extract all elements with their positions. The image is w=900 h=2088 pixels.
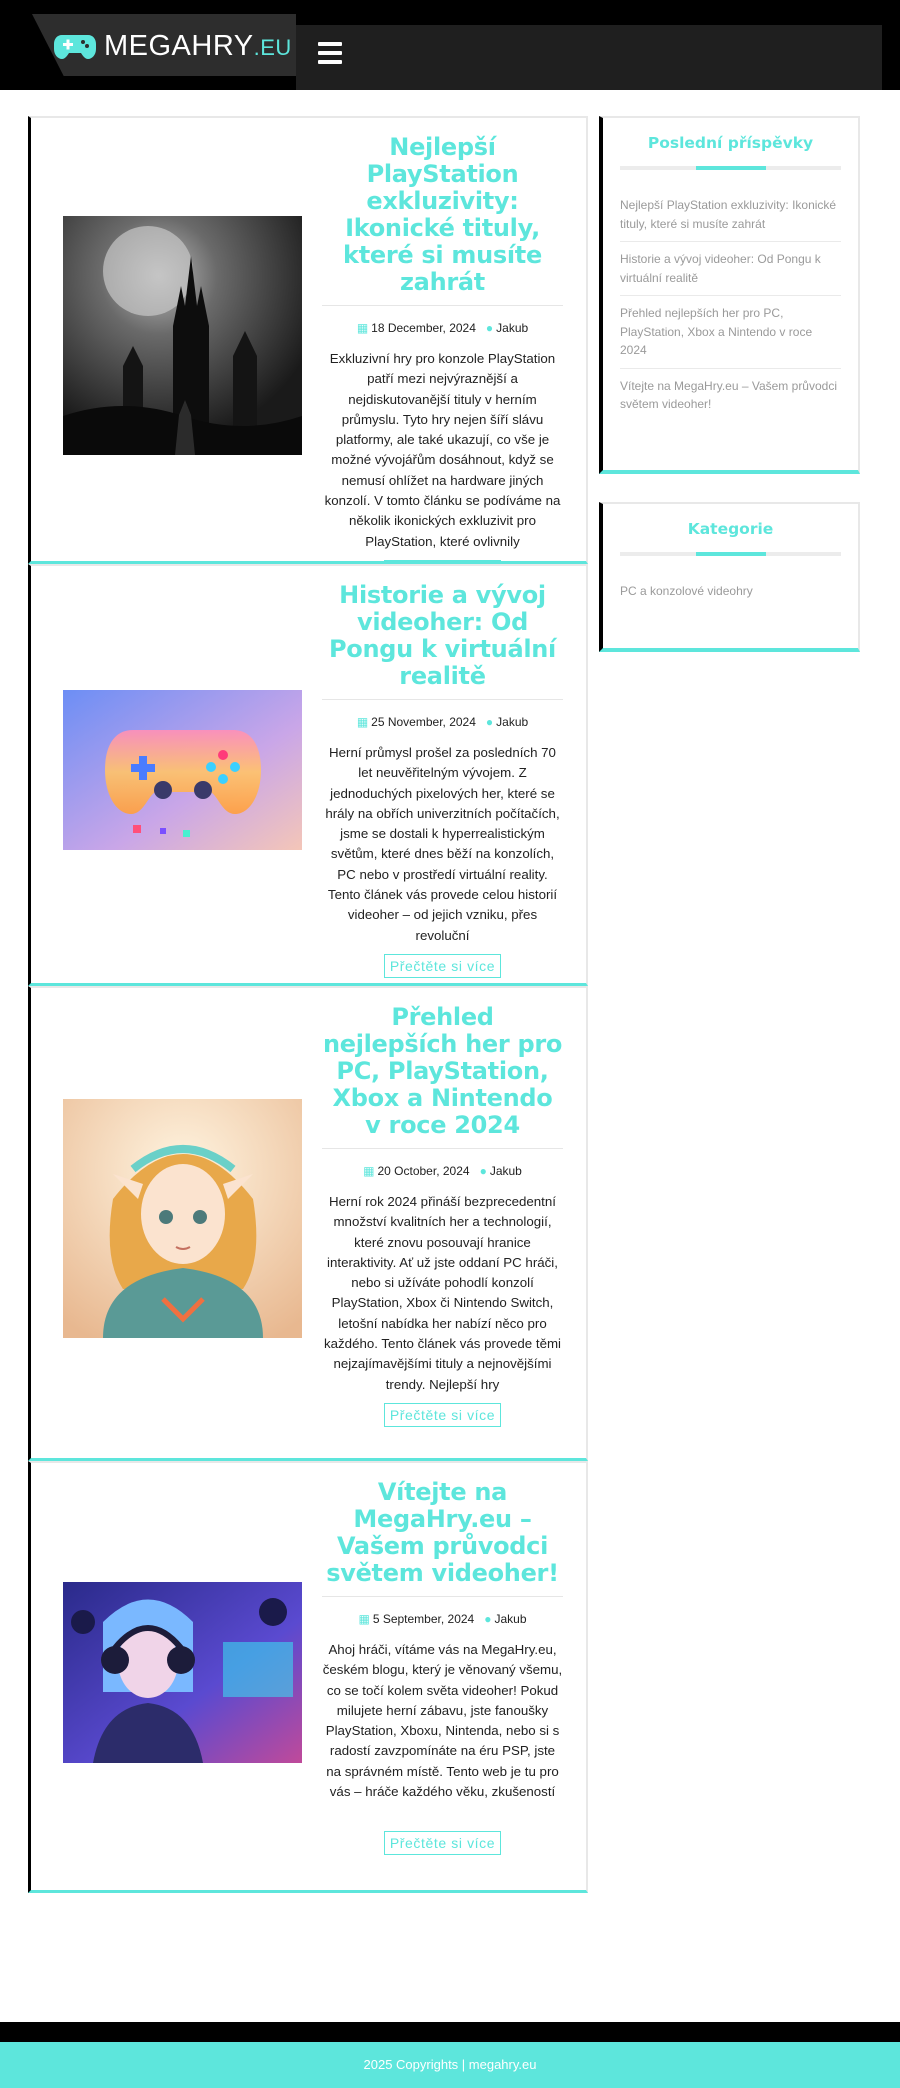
post-date [358, 1612, 474, 1626]
post-meta [322, 1164, 563, 1178]
post-title[interactable]: Vítejte na MegaHry.eu – Vašem průvodci světem videoher! [326, 1478, 559, 1587]
user-icon: ● [479, 1164, 487, 1178]
logo-main-text: MEGAHRY [104, 30, 254, 62]
read-more-button[interactable]: Přečtěte si více [384, 1831, 501, 1855]
post-author[interactable] [486, 321, 528, 335]
recent-post-link[interactable]: Historie a vývoj videoher: Od Pongu k virtuální realitě [620, 242, 841, 296]
post-content [322, 1004, 563, 1427]
divider [322, 1148, 563, 1149]
post-author-text: Jakub [494, 1612, 527, 1626]
category-link[interactable]: PC a konzolové videohry [620, 584, 753, 598]
calendar-icon: ▦ [356, 715, 369, 729]
calendar-icon: ▦ [358, 1612, 370, 1626]
post-meta [322, 1612, 563, 1626]
post-card [28, 116, 588, 564]
recent-post-link[interactable]: Vítejte na MegaHry.eu – Vašem průvodci světem videoher! [620, 378, 837, 411]
recent-posts-widget [599, 116, 860, 474]
widget-divider [620, 552, 841, 556]
elf-girl-image [63, 1099, 302, 1338]
post-card [28, 986, 588, 1461]
gamer-girl-headphones-image [63, 1582, 302, 1763]
post-title[interactable]: Přehled nejlepších her pro PC, PlayStation, Xbox a Nintendo v roce 2024 [322, 1003, 563, 1139]
copyright-text: 2025 Copyrights | megahry.eu [363, 2057, 537, 2072]
post-author[interactable] [480, 1164, 522, 1178]
navigation-bar [296, 25, 882, 90]
user-icon: ● [485, 321, 494, 335]
post-image[interactable] [63, 1582, 302, 1763]
site-logo[interactable] [104, 30, 292, 63]
post-author-text: Jakub [496, 321, 529, 335]
widget-divider [620, 166, 841, 170]
post-image[interactable] [63, 1099, 302, 1338]
recent-posts-list [620, 188, 841, 422]
post-excerpt: Herní rok 2024 přináší bezprecedentní množství kvalitních her a technologií, které znovu posouvají hranice interaktivity. Ať už jste oddaní PC hráči, nebo si užíváte pohodlí konzolí PlayStation, Xbox či Nintendo Switch, letošní nabídka her nabízí něco pro každého. Tento článek vás provede těmi nejzajímavějšími tituly a nejnovějšími trendy. Nejlepší hry [323, 1194, 562, 1392]
post-meta [322, 321, 563, 335]
divider [322, 1596, 563, 1597]
recent-post-link[interactable]: Nejlepší PlayStation exkluzivity: Ikonické tituly, které si musíte zahrát [620, 188, 841, 242]
site-header [0, 0, 900, 90]
site-footer [0, 2042, 900, 2088]
logo-suffix-text: .EU [253, 35, 292, 60]
footer-top-bar [0, 2022, 900, 2042]
categories-widget [599, 502, 860, 652]
post-date-text: 18 December, 2024 [371, 321, 476, 335]
post-content [322, 1479, 563, 1855]
calendar-icon: ▦ [363, 1164, 375, 1178]
post-excerpt: Ahoj hráči, vítáme vás na MegaHry.eu, českém blogu, který je věnovaný všemu, co se točí kolem světa videoher! Pokud milujete herní zábavu, jste fanoušky PlayStation, Xboxu, Nintenda, nebo si s radostí zavzpomínáte na éru PSP, jste na správném místě. Tento web je tu pro vás – hráče každého věku, zkušeností [322, 1642, 563, 1800]
post-date-text: 20 October, 2024 [377, 1164, 470, 1178]
post-author-text: Jakub [489, 1164, 522, 1178]
calendar-icon: ▦ [356, 321, 369, 335]
post-author-text: Jakub [496, 715, 529, 729]
gamepad-image [63, 690, 302, 850]
posts-column [28, 116, 588, 1893]
post-excerpt: Exkluzivní hry pro konzole PlayStation patří mezi nejvýraznější a nejdiskutovanější tituly v herním průmyslu. Tyto hry nejen šíří slávu platformy, ale také ukazují, co vše je možné vývojářům dosáhnout, když se nemusí ohlížet na hardware jiných konzolí. V tomto článku se podíváme na několik ikonických exkluzivit pro PlayStation, které ovlivnily [324, 351, 561, 549]
post-date-text: 25 November, 2024 [371, 715, 476, 729]
post-date [357, 321, 476, 335]
post-title[interactable]: Nejlepší PlayStation exkluzivity: Ikonické tituly, které si musíte zahrát [343, 133, 542, 296]
gamepad-logo-icon[interactable] [54, 32, 96, 60]
divider [322, 699, 563, 700]
post-image[interactable] [63, 216, 302, 455]
categories-list [620, 574, 841, 609]
post-date [363, 1164, 469, 1178]
menu-toggle-icon[interactable] [318, 42, 342, 64]
post-meta [322, 715, 563, 729]
post-title[interactable]: Historie a vývoj videoher: Od Pongu k virtuální realitě [328, 581, 556, 690]
post-date [357, 715, 476, 729]
post-author[interactable] [486, 715, 528, 729]
widget-title: Poslední příspěvky [647, 134, 814, 152]
read-more-button[interactable]: Přečtěte si více [384, 954, 501, 978]
user-icon: ● [484, 1612, 492, 1626]
post-author[interactable] [484, 1612, 526, 1626]
user-icon: ● [485, 715, 494, 729]
post-card [28, 564, 588, 986]
post-content [322, 582, 563, 978]
post-date-text: 5 September, 2024 [372, 1612, 475, 1626]
dark-gothic-castle-image [63, 216, 302, 455]
read-more-button[interactable]: Přečtěte si více [384, 1403, 501, 1427]
post-excerpt: Herní průmysl prošel za posledních 70 let neuvěřitelným vývojem. Z jednoduchých pixelových her, které se hrály na obřích univerzitních počítačích, jsme se dostali k hyperrealistickým světům, které dnes běží na konzolích, PC nebo v prostředí virtuální reality. Tento článek vás provede celou historií videoher – od jejich vzniku, přes revoluční [325, 745, 560, 943]
divider [322, 305, 563, 306]
post-image[interactable] [63, 690, 302, 850]
recent-post-link[interactable]: Přehled nejlepších her pro PC, PlayStation, Xbox a Nintendo v roce 2024 [620, 296, 841, 369]
post-content [322, 134, 563, 584]
widget-title: Kategorie [687, 520, 774, 538]
post-card [28, 1461, 588, 1893]
